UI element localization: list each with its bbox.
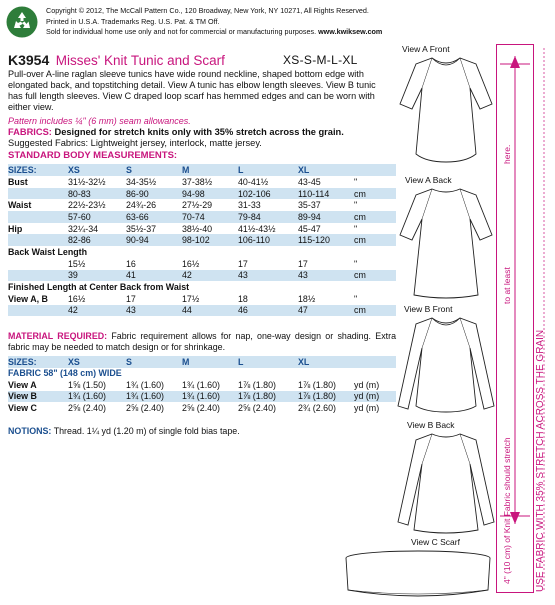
stretch-gauge — [496, 44, 552, 597]
table-row — [8, 188, 396, 200]
sizes-label: SIZES: — [8, 356, 68, 368]
material-required — [8, 331, 396, 353]
pattern-number: K3954 — [8, 52, 50, 68]
cell: 115-120 — [298, 234, 354, 246]
sizes-label: SIZES: — [8, 164, 68, 176]
table-row — [8, 305, 396, 317]
unit-cell: " — [354, 293, 358, 304]
cell: 41 — [126, 270, 182, 282]
yardage-table — [8, 356, 396, 414]
row-label: View A — [8, 379, 37, 390]
unit-cell: yd (m) — [354, 402, 380, 413]
view-a-back-label: View A Back — [405, 175, 452, 185]
unit-cell: cm — [354, 270, 396, 282]
cell: 1¾ (1.60) — [126, 391, 182, 403]
table-row — [8, 211, 396, 223]
cell: 47 — [298, 305, 354, 317]
yardage-sizes-row — [8, 356, 396, 368]
view-c-scarf-label: View C Scarf — [411, 537, 460, 547]
unit-cell: " — [354, 176, 358, 187]
cell: 41½-43½ — [238, 223, 276, 234]
unit-cell: yd (m) — [354, 391, 396, 403]
cell: 16½ — [68, 293, 86, 304]
size-cell: XS — [68, 164, 126, 176]
cell: 63-66 — [126, 211, 182, 223]
size-cell: XL — [298, 164, 354, 176]
cell: 46 — [238, 305, 298, 317]
unit-cell: cm — [354, 211, 396, 223]
unit-cell: " — [354, 223, 358, 234]
printed-line: Printed in U.S.A. Trademarks Reg. U.S. Pat. & TM Off. — [46, 16, 220, 26]
table-row — [8, 234, 396, 246]
cell: 43 — [238, 270, 298, 282]
cell: 34-35½ — [126, 176, 157, 187]
size-cell: L — [238, 356, 298, 368]
cell: 38½-40 — [182, 223, 213, 234]
row-label: View B — [8, 391, 68, 403]
pattern-title: Misses' Knit Tunic and Scarf — [55, 53, 225, 68]
cell: 106-110 — [238, 234, 298, 246]
row-label: Waist — [8, 200, 32, 211]
unit-cell: cm — [354, 188, 396, 200]
size-cell: S — [126, 164, 182, 176]
body-measurements-table — [8, 164, 396, 316]
fabric-width: FABRIC 58" (148 cm) WIDE — [8, 368, 122, 379]
cell: 80-83 — [68, 188, 126, 200]
row-label: View C — [8, 402, 37, 413]
cell: 110-114 — [298, 188, 354, 200]
cell: 1¾ (1.60) — [126, 379, 164, 390]
cell: 1⅞ (1.80) — [298, 379, 336, 390]
recycle-icon — [6, 6, 38, 38]
cell: 57-60 — [68, 211, 126, 223]
unit-cell: cm — [354, 234, 396, 246]
fabric-width-row — [8, 368, 396, 380]
cell: 1¾ (1.60) — [182, 379, 220, 390]
cell: 2⅝ (2.40) — [68, 402, 106, 413]
view-b-front-illustration — [396, 314, 496, 419]
section-label: Finished Length at Center Back from Waist — [8, 282, 190, 293]
sizes-range: XS-S-M-L-XL — [283, 53, 358, 67]
body-measurements-heading: STANDARD BODY MEASUREMENTS: — [8, 150, 178, 161]
cell: 15½ — [68, 258, 86, 269]
table-row — [8, 270, 396, 282]
cell: 43-45 — [298, 176, 321, 187]
copyright-block — [46, 6, 382, 38]
stretch-at-least-label: to at least — [502, 267, 512, 304]
fabrics-block — [8, 127, 398, 149]
table-row — [8, 258, 396, 270]
sold-line: Sold for individual home use only and not for commercial or manufacturing purposes. www.kwiksew.com — [46, 27, 383, 36]
cell: 18½ — [298, 293, 316, 304]
size-cell: M — [182, 164, 238, 176]
notions — [8, 426, 396, 436]
fabrics-label: FABRICS: — [8, 127, 52, 137]
seam-allowance-note: Pattern includes ¼" (6 mm) seam allowances. — [8, 116, 191, 126]
use-fabric-label: USE FABRIC WITH 35% STRETCH ACROSS THE GRAIN — [535, 329, 546, 592]
row-label: View A, B — [8, 293, 48, 304]
cell: 102-106 — [238, 188, 298, 200]
cell: 1¾ (1.60) — [68, 391, 126, 403]
cell: 17½ — [182, 293, 200, 304]
cell: 86-90 — [126, 188, 182, 200]
table-row — [8, 402, 396, 414]
size-cell: M — [182, 356, 238, 368]
cell: 18 — [238, 293, 248, 304]
view-a-front-illustration — [396, 54, 496, 172]
cell: 16 — [126, 258, 136, 269]
cell: 45-47 — [298, 223, 321, 234]
row-label: Bust — [8, 176, 28, 187]
table-row — [8, 293, 396, 305]
cell: 98-102 — [182, 234, 238, 246]
cell: 2¾ (2.60) — [298, 402, 336, 413]
cell: 42 — [68, 305, 126, 317]
cell: 44 — [182, 305, 238, 317]
cell: 1⅝ (1.50) — [68, 379, 106, 390]
table-row — [8, 176, 396, 188]
size-cell: S — [126, 356, 182, 368]
sizes-header-row — [8, 164, 396, 176]
fabrics-requirement: Designed for stretch knits only with 35% stretch across the grain. — [54, 127, 344, 137]
table-row — [8, 281, 396, 293]
cell: 43 — [126, 305, 182, 317]
section-label: Back Waist Length — [8, 246, 88, 257]
size-cell: L — [238, 164, 298, 176]
cell: 17 — [298, 258, 308, 269]
view-b-back-illustration — [396, 430, 496, 535]
cell: 32¼-34 — [68, 223, 99, 234]
row-label: Hip — [8, 223, 23, 234]
view-a-back-illustration — [396, 185, 496, 303]
material-text: Fabric requirement allows for nap, one-way design or shading. Extra fabric may be needed to match design or for shrinkage. — [8, 331, 397, 353]
table-row — [8, 246, 396, 258]
copyright-line: Copyright © 2012, The McCall Pattern Co., 120 Broadway, New York, NY 10271, All Rights Reserved. — [46, 6, 369, 15]
cell: 31-33 — [238, 200, 261, 211]
cell: 31½-32½ — [68, 176, 106, 187]
cell: 90-94 — [126, 234, 182, 246]
cell: 35-37 — [298, 200, 321, 211]
unit-cell: " — [354, 200, 358, 211]
view-b-front-label: View B Front — [404, 304, 453, 314]
material-label: MATERIAL REQUIRED: — [8, 331, 108, 341]
cell: 27½-29 — [182, 200, 213, 211]
cell: 24¾-26 — [126, 200, 157, 211]
cell: 89-94 — [298, 211, 354, 223]
cell: 70-74 — [182, 211, 238, 223]
size-cell: XS — [68, 356, 126, 368]
unit-cell: cm — [354, 305, 396, 317]
header — [6, 6, 551, 46]
size-cell: XL — [298, 356, 354, 368]
cell: 43 — [298, 270, 354, 282]
table-row — [8, 379, 396, 391]
view-a-front-label: View A Front — [402, 44, 450, 54]
notions-text: Thread. 1¼ yd (1.20 m) of single fold bias tape. — [53, 426, 240, 436]
cell: 1⅞ (1.80) — [298, 391, 354, 403]
website-link[interactable]: www.kwiksew.com — [318, 27, 383, 36]
cell: 17 — [126, 293, 136, 304]
suggested-fabrics: Suggested Fabrics: Lightweight jersey, interlock, matte jersey. — [8, 138, 262, 149]
cell: 16½ — [182, 258, 200, 269]
cell: 1⅞ (1.80) — [238, 391, 298, 403]
cell: 79-84 — [238, 211, 298, 223]
view-c-scarf-illustration — [340, 548, 496, 602]
cell: 39 — [68, 270, 126, 282]
cell: 2⅝ (2.40) — [126, 402, 164, 413]
cell: 42 — [182, 270, 238, 282]
cell: 37-38½ — [182, 176, 213, 187]
cell: 94-98 — [182, 188, 238, 200]
cell: 35½-37 — [126, 223, 157, 234]
unit-cell: " — [354, 258, 358, 269]
stretch-here-label: here. — [502, 144, 512, 164]
cell: 2⅝ (2.40) — [182, 402, 220, 413]
cell: 1¾ (1.60) — [182, 391, 238, 403]
notions-label: NOTIONS: — [8, 426, 52, 436]
cell: 2⅝ (2.40) — [238, 402, 276, 413]
cell: 1⅞ (1.80) — [238, 379, 276, 390]
table-row — [8, 223, 396, 235]
pattern-description: Pull-over A-line raglan sleeve tunics have wide round neckline, shaped bottom edge with elongated back, and topstitching detail. View A tunic has elbow length sleeves. View B tunic has full length sleeves. View C draped loop scarf has hemmed edges and can be worn with either view. — [8, 69, 376, 113]
cell: 22½-23½ — [68, 200, 106, 211]
cell: 40-41½ — [238, 176, 269, 187]
cell: 17 — [238, 258, 248, 269]
table-row — [8, 199, 396, 211]
view-b-back-label: View B Back — [407, 420, 455, 430]
unit-cell: yd (m) — [354, 379, 380, 390]
stretch-instruction-label: 4" (10 cm) of Knit Fabric should stretch — [502, 437, 512, 584]
cell: 82-86 — [68, 234, 126, 246]
table-row — [8, 391, 396, 403]
